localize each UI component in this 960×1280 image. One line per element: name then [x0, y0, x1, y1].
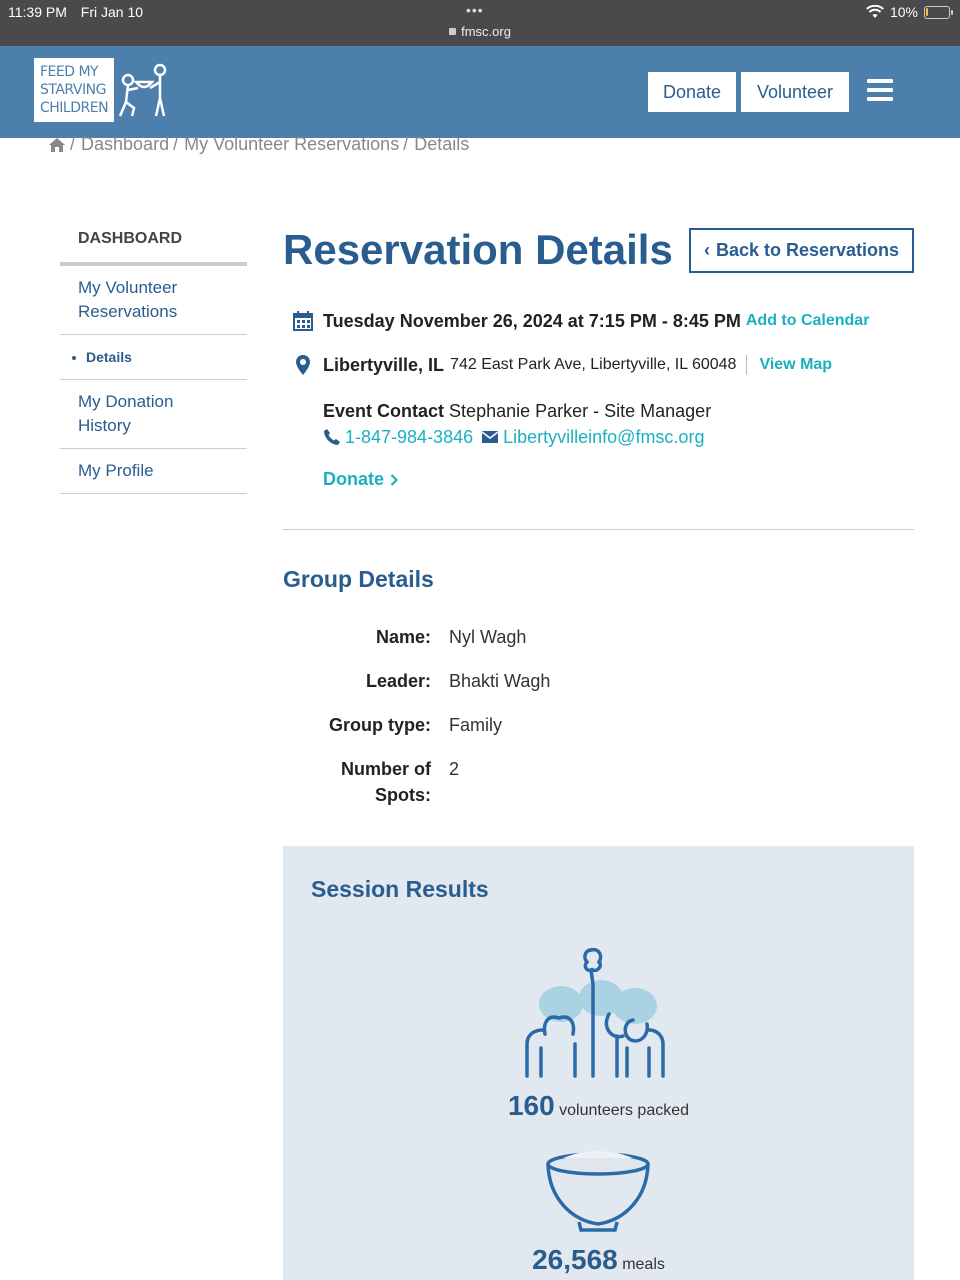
donate-link[interactable]: [323, 469, 398, 490]
location-address: 742 East Park Ave, Libertyville, IL 60048: [450, 356, 737, 373]
wifi-icon: [866, 5, 884, 19]
sidebar-item-details[interactable]: [60, 335, 247, 380]
group-detail-row: [290, 712, 790, 738]
group-detail-value: 2: [449, 759, 460, 779]
battery-percent: 10%: [889, 4, 918, 20]
battery-icon: [924, 6, 950, 19]
url-text: fmsc.org: [461, 24, 511, 39]
sidebar-heading: DASHBOARD: [60, 214, 247, 266]
chevron-left-icon: ‹: [703, 240, 710, 260]
breadcrumb-dashboard[interactable]: Dashboard: [81, 134, 170, 154]
address-bar[interactable]: [0, 24, 960, 39]
group-detail-row: [290, 668, 790, 694]
status-time-date: [8, 4, 153, 20]
status-right: [866, 4, 950, 20]
event-contact-name: Stephanie Parker - Site Manager: [449, 401, 712, 421]
email-link[interactable]: Libertyvilleinfo@fmsc.org: [503, 427, 705, 447]
lock-icon: [449, 28, 456, 35]
bullet-icon: [72, 356, 76, 360]
status-time: 11:39 PM: [8, 4, 67, 20]
status-date: Fri Jan 10: [80, 4, 144, 20]
home-icon[interactable]: [48, 137, 66, 153]
group-details-title: Group Details: [283, 566, 434, 592]
divider: [283, 529, 914, 530]
hamburger-icon[interactable]: [867, 79, 893, 101]
battery-fill: [926, 8, 928, 16]
hamburger-line: [867, 97, 893, 101]
group-detail-value: Nyl Wagh: [449, 627, 527, 647]
add-to-calendar-link[interactable]: Add to Calendar: [745, 312, 870, 329]
sidebar-item-volunteer-reservations[interactable]: My Volunteer Reservations: [60, 266, 247, 335]
group-detail-row: [290, 624, 790, 650]
envelope-icon: [481, 428, 499, 446]
logo-text: FEED MY STARVING CHILDREN: [40, 64, 109, 116]
breadcrumb-separator: /: [403, 134, 409, 154]
event-location-row: [292, 354, 832, 376]
group-detail-key: Name:: [375, 627, 431, 647]
meals-count: 26,568: [532, 1244, 618, 1275]
group-detail-key: Leader:: [365, 671, 431, 691]
group-detail-value: Bhakti Wagh: [449, 671, 551, 691]
sidebar-item-donation-history[interactable]: My Donation History: [60, 380, 247, 449]
group-detail-value: Family: [449, 715, 502, 735]
fmsc-logo[interactable]: [34, 58, 180, 122]
map-marker-icon: [292, 354, 314, 376]
hamburger-line: [867, 79, 893, 83]
group-detail-row: [290, 756, 790, 808]
sidebar-item-label: Details: [86, 349, 132, 365]
event-datetime-row: [292, 310, 869, 332]
breadcrumb-details: Details: [414, 134, 470, 154]
meals-stat: [283, 1244, 914, 1276]
breadcrumb-reservations[interactable]: My Volunteer Reservations: [184, 134, 400, 154]
event-contact-label: Event Contact: [323, 401, 445, 421]
volunteers-label: volunteers packed: [559, 1102, 690, 1119]
session-results-title: Session Results: [311, 876, 489, 902]
header-volunteer-button[interactable]: Volunteer: [741, 72, 849, 112]
event-datetime: Tuesday November 26, 2024 at 7:15 PM - 8:45 PM: [323, 310, 741, 331]
contact-links: [323, 424, 711, 450]
more-dots-icon[interactable]: •••: [466, 2, 484, 18]
sidebar-item-profile[interactable]: My Profile: [60, 449, 247, 494]
breadcrumb-separator: /: [70, 134, 76, 154]
header-donate-button[interactable]: Donate: [648, 72, 736, 112]
logo-wordmark: [34, 58, 114, 122]
separator: [746, 355, 747, 375]
hamburger-line: [867, 88, 893, 92]
page-title: Reservation Details: [283, 226, 673, 273]
chevron-right-icon: [390, 474, 398, 486]
donate-link-label: Donate: [323, 469, 385, 489]
group-details-list: [290, 624, 790, 826]
meals-label: meals: [622, 1256, 665, 1273]
phone-icon: [323, 428, 341, 446]
calendar-icon: [292, 310, 314, 332]
sidebar: [60, 214, 247, 494]
logo-figures-icon: [114, 58, 176, 122]
status-bar: [0, 0, 960, 46]
phone-link[interactable]: 1-847-984-3846: [345, 427, 474, 447]
breadcrumb: [48, 134, 469, 155]
view-map-link[interactable]: View Map: [759, 356, 833, 373]
bowl-icon: [543, 1148, 653, 1236]
volunteers-icon: [513, 944, 683, 1082]
location-city: Libertyville, IL: [323, 354, 445, 375]
volunteers-stat: [283, 1090, 914, 1122]
group-detail-key: Number of Spots:: [341, 759, 431, 805]
back-button-label: Back to Reservations: [715, 240, 900, 260]
session-results-panel: [283, 846, 914, 1280]
back-to-reservations-button[interactable]: [689, 228, 914, 273]
group-detail-key: Group type:: [329, 715, 431, 735]
event-contact: [323, 398, 711, 450]
site-header: [0, 46, 960, 138]
volunteers-count: 160: [507, 1090, 555, 1121]
breadcrumb-separator: /: [173, 134, 179, 154]
